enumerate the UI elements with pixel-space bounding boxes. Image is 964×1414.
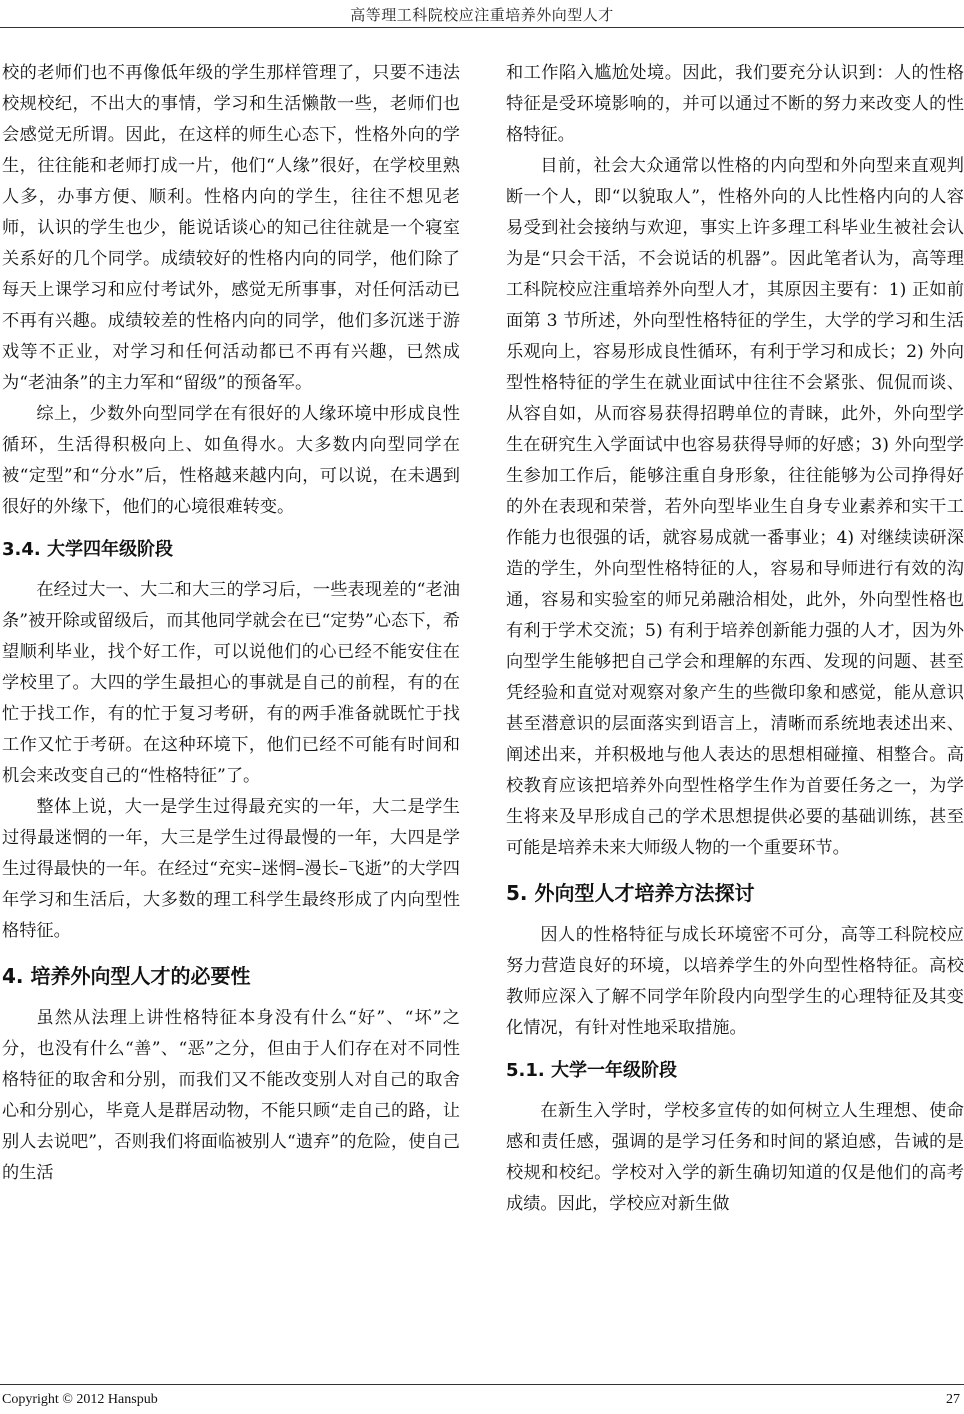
paragraph: 目前，社会大众通常以性格的内向型和外向型来直观判断一个人，即“以貌取人”，性格外向的人比性格内向的人容易受到社会接纳与欢迎，事实上许多理工科毕业生被社会认为是“只会干活，不会说话的机器”。因此笔者认为，高等理工科院校应注重培养外向型人才，其原因主要有：1) 正如前面第 3 节所述，外向型性格特征的学生，大学的学习和生活乐观向上，容易形成良性循环，有利于学习和成长；2) 外向型性格特征的学生在就业面试中往往不会紧张、侃侃而谈、从容自如，从而容易获得招聘单位的青睐，此外，外向型学生在研究生入学面试中也容易获得导师的好感；3) 外向型学生参加工作后，能够注重自身形象，往往能够为公司挣得好的外在表现和荣誉，若外向型毕业生自身专业素养和实干工作能力也很强的话，就容易成就一番事业；4) 对继续读研深造的学生，外向型性格特征的人，容易和导师进行有效的沟通，容易和实验室的师兄弟融洽相处，此外，外向型性格也有利于学术交流；5) 有利于培养创新能力强的人才，因为外向型学生能够把自己学会和理解的东西、发现的问题、甚至凭经验和直觉对观察对象产生的些微印象和感觉，能从意识甚至潜意识的层面落实到语言上，清晰而系统地表述出来、阐述出来，并积极地与他人表达的思想相碰撞、相整合。高校教育应该把培养外向型性格学生作为首要任务之一，为学生将来及早形成自己的学术思想提供必要的基础训练，甚至可能是培养未来大师级人物的一个重要环节。 [506,156,964,858]
copyright-notice: Copyright © 2012 Hanspub [2,1392,158,1407]
paragraph: 整体上说，大一是学生过得最充实的一年，大二是学生过得最迷惘的一年，大三是学生过得最慢的一年，大四是学生过得最快的一年。在经过“充实–迷惘–漫长–飞逝”的大学四年学习和生活后，大多数的理工科学生最终形成了内向型性格特征。 [2,797,460,941]
footer-divider [0,1384,964,1385]
running-header: 高等理工科院校应注重培养外向型人才 [350,6,614,24]
section-heading-5: 5. 外向型人才培养方法探讨 [506,881,755,905]
section-heading-5-1: 5.1. 大学一年级阶段 [506,1060,677,1081]
paragraph: 在经过大一、大二和大三的学习后，一些表现差的“老油条”被开除或留级后，而其他同学就会在已“定势”心态下，希望顺利毕业，找个好工作，可以说他们的心已经不能安住在学校里了。大四的学生最担心的事就是自己的前程，有的在忙于找工作，有的忙于复习考研，有的两手准备就既忙于找工作又忙于考研。在这种环境下，他们已经不可能有时间和机会来改变自己的“性格特征”了。 [2,580,460,786]
paragraph: 因人的性格特征与成长环境密不可分，高等工科院校应努力营造良好的环境，以培养学生的外向型性格特征。高校教师应深入了解不同学年阶段内向型学生的心理特征及其变化情况，有针对性地采取措施。 [506,925,964,1038]
left-column [2,58,460,1189]
section-heading-3-4: 3.4. 大学四年级阶段 [2,539,173,560]
page-number: 27 [946,1392,960,1407]
paragraph: 校的老师们也不再像低年级的学生那样管理了，只要不违法校规校纪，不出大的事情，学习和生活懒散一些，老师们也会感觉无所谓。因此，在这样的师生心态下，性格外向的学生，往往能和老师打成一片，他们“人缘”很好，在学校里熟人多，办事方便、顺利。性格内向的学生，往往不想见老师，认识的学生也少，能说话谈心的知己往往就是一个寝室关系好的几个同学。成绩较好的性格内向的同学，他们除了每天上课学习和应付考试外，感觉无所事事，对任何活动已不再有兴趣。成绩较差的性格内向的同学，他们多沉迷于游戏等不正业，对学习和任何活动都已不再有兴趣，已然成为“老油条”的主力军和“留级”的预备军。 [2,63,460,393]
paragraph: 在新生入学时，学校多宣传的如何树立人生理想、使命感和责任感，强调的是学习任务和时间的紧迫感，告诫的是校规和校纪。学校对入学的新生确切知道的仅是他们的高考成绩。因此，学校应对新生做 [506,1101,964,1214]
paragraph: 综上，少数外向型同学在有很好的人缘环境中形成良性循环，生活得积极向上、如鱼得水。大多数内向型同学在被“定型”和“分水”后，性格越来越内向，可以说，在未遇到很好的外缘下，他们的心境很难转变。 [2,404,460,517]
section-heading-4: 4. 培养外向型人才的必要性 [2,964,251,988]
header-divider [0,27,964,28]
paragraph: 和工作陷入尴尬处境。因此，我们要充分认识到：人的性格特征是受环境影响的，并可以通过不断的努力来改变人的性格特征。 [506,63,964,145]
paragraph: 虽然从法理上讲性格特征本身没有什么“好”、“坏”之分，也没有什么“善”、“恶”之分，但由于人们存在对不同性格特征的取舍和分别，而我们又不能改变别人对自己的取舍心和分别心，毕竟人是群居动物，不能只顾“走自己的路，让别人去说吧”，否则我们将面临被别人“遗弃”的危险，使自己的生活 [2,1008,460,1183]
right-column [506,58,964,1220]
